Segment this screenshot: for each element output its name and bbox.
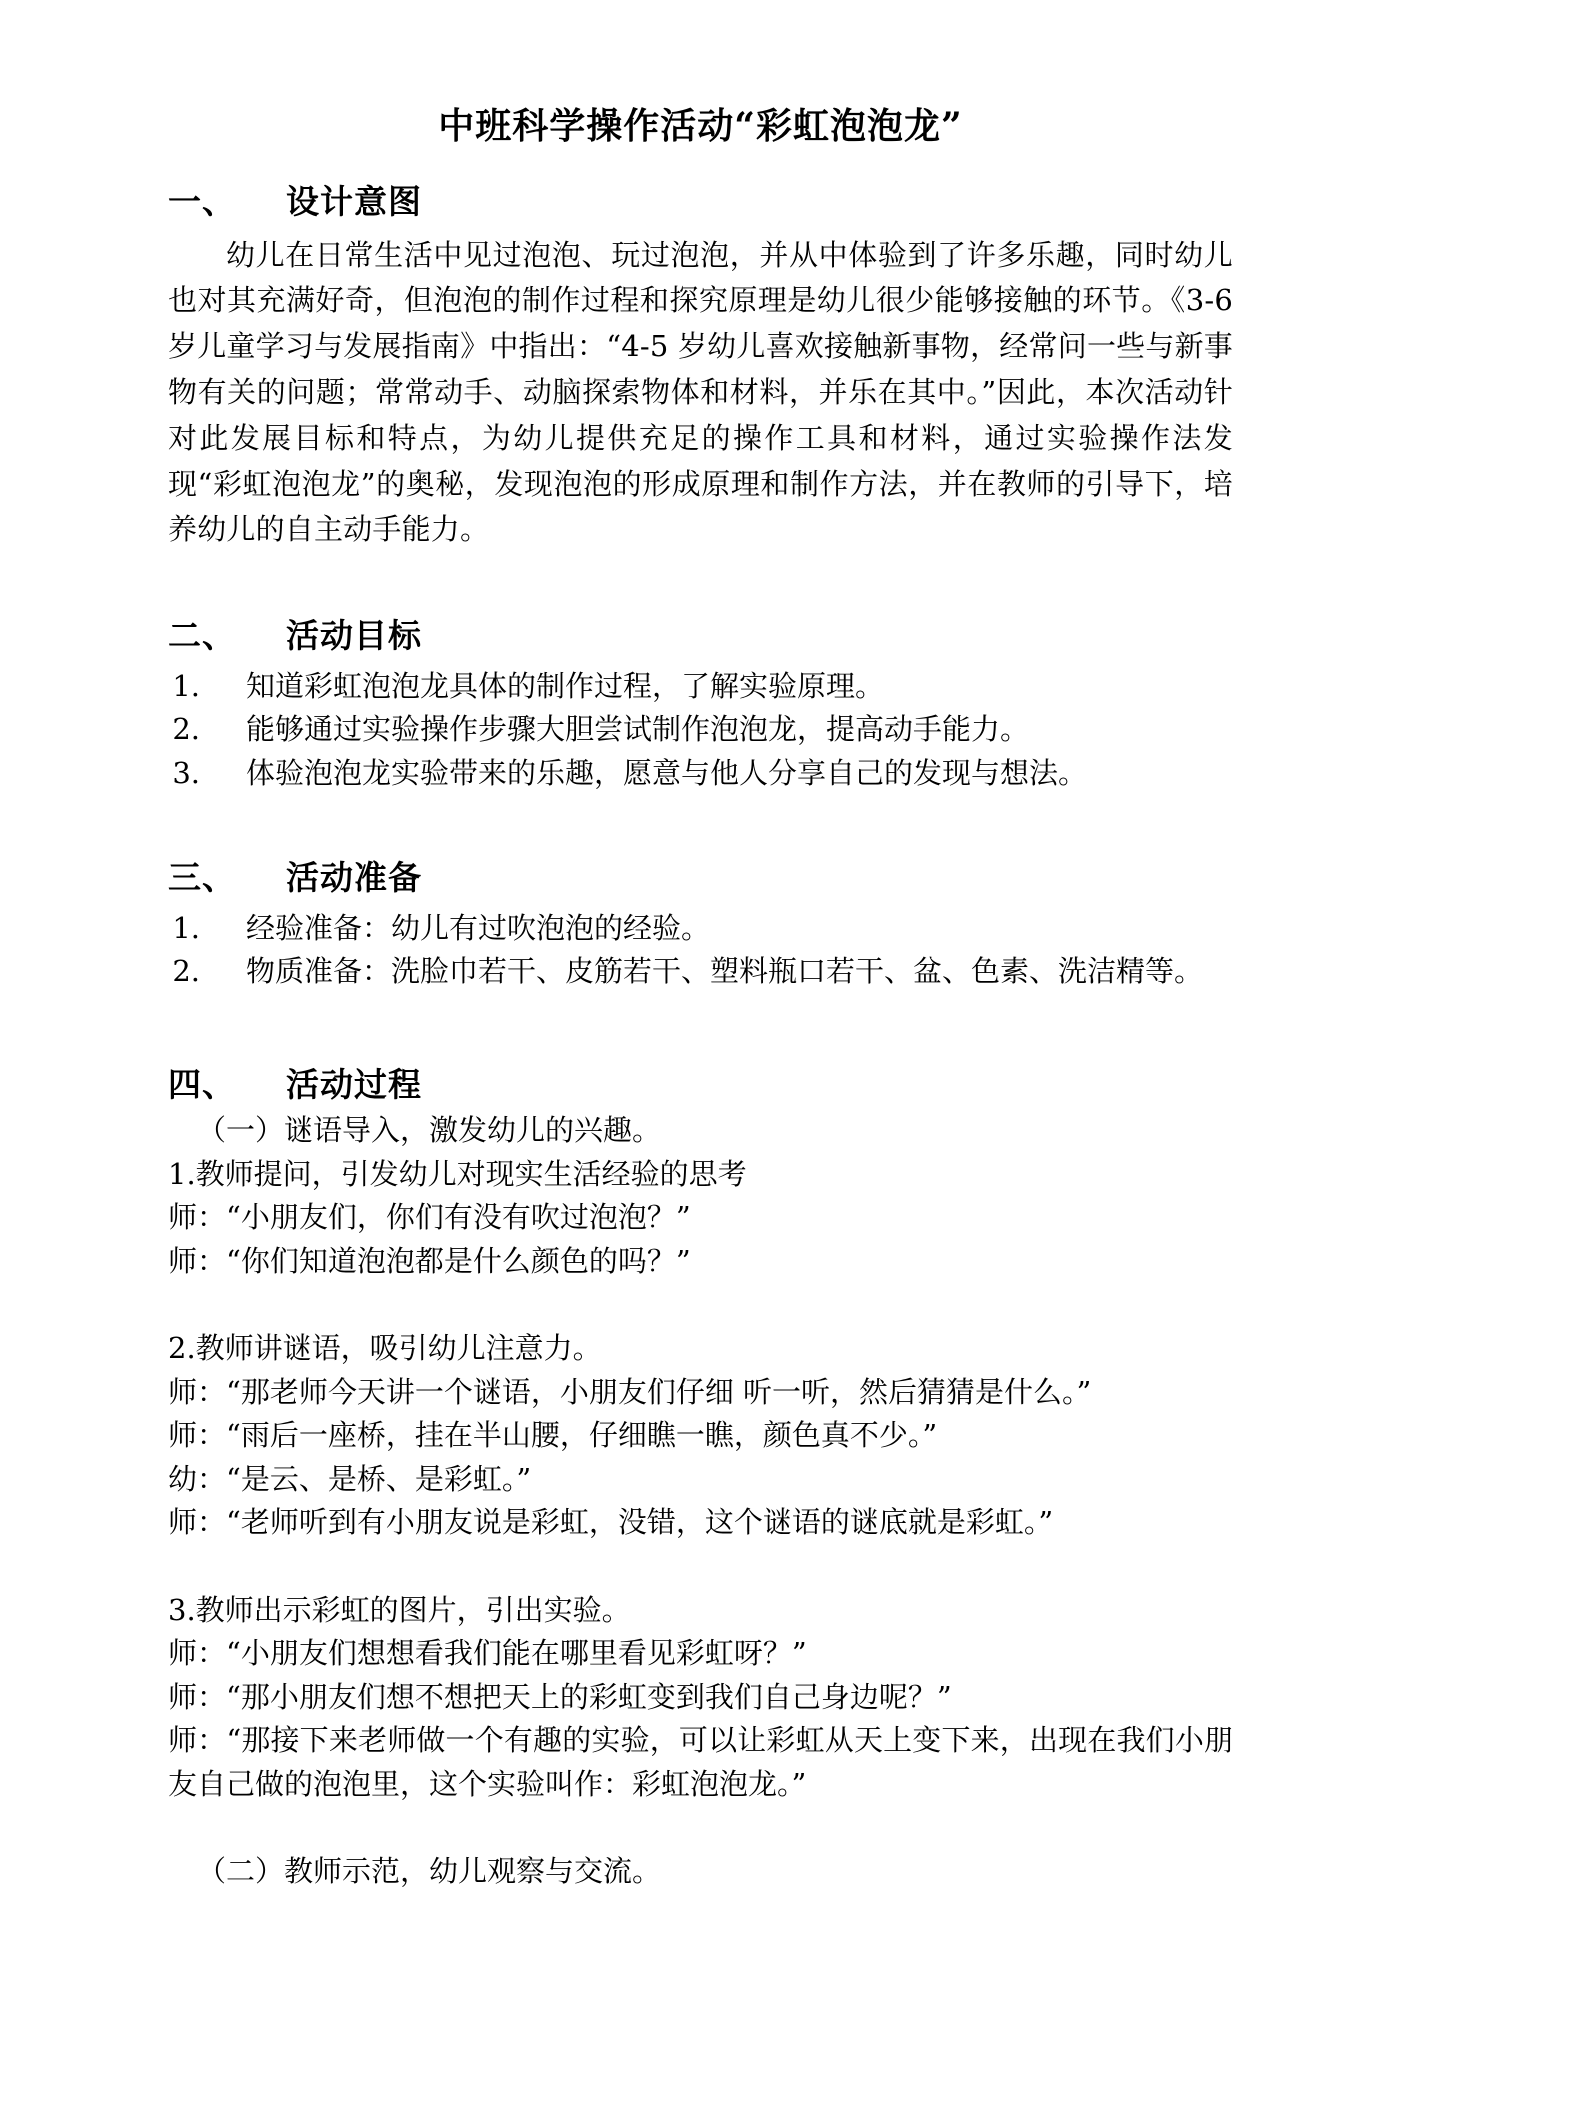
process-step2-line-2: 师：“雨后一座桥，挂在半山腰，仔细瞧一瞧，颜色真不少。” [168,1418,938,1453]
process-step2-line-3: 幼：“是云、是桥、是彩虹。” [168,1461,532,1496]
process-step2-line-1: 师：“那老师今天讲一个谜语，小朋友们仔细 听一听，然后猜猜是什么。” [168,1374,1092,1409]
list-marker: 2. [172,954,200,989]
activity-goals-list [168,665,1233,796]
section-heading-activity-goals: 二、 活动目标 [168,616,422,656]
process-step2-line-4: 师：“老师听到有小朋友说是彩虹，没错，这个谜语的谜底就是彩虹。” [168,1505,1054,1540]
list-item [168,665,1233,709]
list-marker: 1. [172,668,200,703]
process-step3-line-1: 师：“小朋友们想想看我们能在哪里看见彩虹呀？” [168,1636,807,1671]
list-item-text: 体验泡泡龙实验带来的乐趣，愿意与他人分享自己的发现与想法。 [246,755,1088,790]
page-title: 中班科学操作活动“彩虹泡泡龙” [438,105,963,147]
list-item [168,907,1233,951]
process-step1-line-2: 师：“你们知道泡泡都是什么颜色的吗？” [168,1243,691,1278]
process-step1-line-1: 师：“小朋友们，你们有没有吹过泡泡？” [168,1200,691,1235]
list-marker: 1. [172,910,200,945]
section-heading-activity-preparation: 三、 活动准备 [168,858,422,898]
section-heading-design-intent: 一、 设计意图 [168,182,422,221]
paragraph-spacer [168,1806,1233,1850]
activity-preparation-list [168,907,1233,994]
process-step3-line-2: 师：“那小朋友们想不想把天上的彩虹变到我们自己身边呢？” [168,1679,952,1714]
process-step2-label: 2.教师讲谜语，吸引幼儿注意力。 [168,1331,602,1366]
section-heading-activity-process: 四、 活动过程 [168,1064,422,1104]
list-item-text: 经验准备：幼儿有过吹泡泡的经验。 [246,910,711,945]
list-item [168,708,1233,752]
list-item [168,950,1233,994]
list-item-text: 能够通过实验操作步骤大胆尝试制作泡泡龙，提高动手能力。 [246,712,1030,747]
process-part-one-title: （一）谜语导入，激发幼儿的兴趣。 [197,1113,662,1148]
list-item-text: 物质准备：洗脸巾若干、皮筋若干、塑料瓶口若干、盆、色素、洗洁精等。 [246,954,1204,989]
process-part-two-title: （二）教师示范，幼儿观察与交流。 [197,1854,662,1889]
process-step3-label: 3.教师出示彩虹的图片，引出实验。 [168,1592,631,1627]
list-marker: 3. [172,755,200,790]
process-step1-label: 1.教师提问，引发幼儿对现实生活经验的思考 [168,1156,747,1191]
process-step3-line-3: 师：“那接下来老师做一个有趣的实验，可以让彩虹从天上变下来，出现在我们小朋友自己做的泡泡里，这个实验叫作：彩虹泡泡龙。” [168,1723,1233,1801]
list-marker: 2. [172,712,200,747]
document-content [168,0,1233,1894]
paragraph-spacer [168,1545,1233,1589]
list-item-text: 知道彩虹泡泡龙具体的制作过程，了解实验原理。 [246,668,885,703]
design-intent-paragraph: 幼儿在日常生活中见过泡泡、玩过泡泡，并从中体验到了许多乐趣，同时幼儿也对其充满好奇，但泡泡的制作过程和探究原理是幼儿很少能够接触的环节。《3-6 岁儿童学习与发展指南》中指出：“4-5 岁幼儿喜欢接触新事物，经常问一些与新事物有关的问题；常常动手、动脑探索物体和材料，并乐在其中。”因此，本次活动针对此发展目标和特点，为幼儿提供充足的操作工具和材料，通过实验操作法发现“彩虹泡泡龙”的奥秘，发现泡泡的形成原理和制作方法，并在教师的引导下，培养幼儿的自主动手能力。 [168,237,1233,547]
paragraph-spacer [168,1283,1233,1327]
list-item [168,752,1233,796]
